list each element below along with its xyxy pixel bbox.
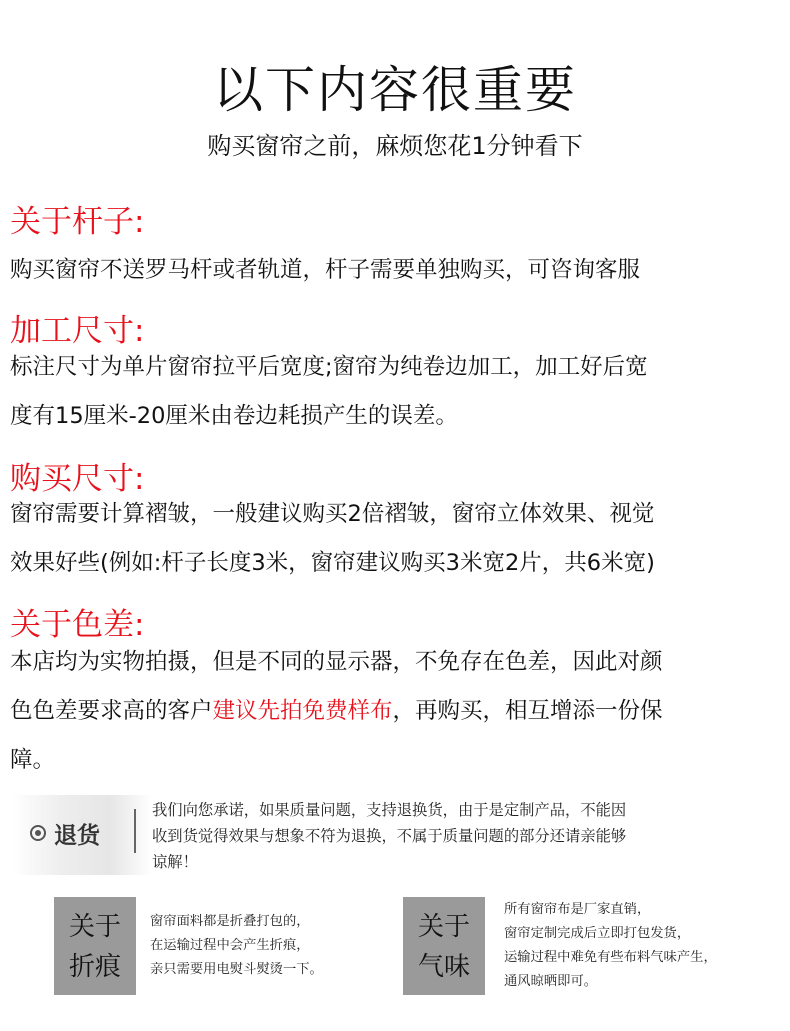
text-segment: ，再购买，相互增添一份保 [392, 698, 663, 724]
text-line: 亲只需要用电熨斗熨烫一下。 [150, 962, 323, 977]
text-line [10, 687, 785, 736]
section-heading-purchase-size: 购买尺寸: [10, 461, 145, 497]
sample-highlight: 建议先拍免费样布 [212, 698, 393, 724]
text-line: 我们向您承诺，如果质量问题，支持退换货，由于是定制产品，不能因 [152, 801, 627, 819]
divider [134, 809, 136, 853]
odor-text [504, 898, 717, 994]
text-line: 障。 [10, 747, 56, 773]
section-text-pole [10, 246, 785, 295]
text-line: 窗帘定制完成后立即打包发货， [504, 926, 691, 941]
text-line: 效果好些(例如:杆子长度3米，窗帘建议购买3米宽2片，共6米宽) [10, 550, 655, 576]
section-heading-processing-size: 加工尺寸: [10, 313, 145, 349]
text-line: 度有15厘米-20厘米由卷边耗损产生的误差。 [10, 403, 458, 429]
text-line: 在运输过程中会产生折痕， [150, 938, 310, 953]
box-label-line: 关于 [68, 912, 121, 942]
text-segment: 色色差要求高的客户 [10, 698, 213, 724]
text-line: 本店均为实物拍摄，但是不同的显示器，不免存在色差，因此对颜 [10, 649, 663, 675]
text-line: 窗帘面料都是折叠打包的， [150, 914, 310, 929]
return-notice [12, 795, 777, 881]
page-subtitle: 购买窗帘之前，麻烦您花1分钟看下 [207, 132, 583, 160]
page-title: 以下内容很重要 [213, 61, 577, 119]
section-text-purchase-size [10, 490, 785, 588]
box-label-line: 关于 [417, 912, 470, 942]
text-line: 标注尺寸为单片窗帘拉平后宽度;窗帘为纯卷边加工，加工好后宽 [10, 354, 648, 380]
box-label-line: 折痕 [68, 952, 121, 982]
odor-label-box [403, 897, 485, 995]
bullet-circle-icon [30, 825, 46, 841]
section-heading-pole: 关于杆子: [10, 204, 145, 240]
box-label-line: 气味 [417, 952, 470, 982]
section-heading-color-difference: 关于色差: [10, 607, 145, 643]
text-line: 运输过程中难免有些布料气味产生， [504, 950, 717, 965]
section-text-processing-size [10, 343, 785, 441]
text-line: 所有窗帘布是厂家直销， [504, 902, 651, 917]
crease-text [150, 910, 323, 982]
return-label: 退货 [54, 823, 100, 849]
text-line: 通风晾晒即可。 [504, 974, 598, 989]
text-line: 谅解！ [152, 853, 198, 871]
return-notice-text [152, 797, 777, 875]
text-line: 收到货觉得效果与想象不符为退换，不属于质量问题的部分还请亲能够 [152, 827, 627, 845]
crease-label-box [54, 897, 136, 995]
text-line: 购买窗帘不送罗马杆或者轨道，杆子需要单独购买，可咨询客服 [10, 257, 641, 283]
section-text-color-difference [10, 638, 785, 785]
text-line: 窗帘需要计算褶皱，一般建议购买2倍褶皱，窗帘立体效果、视觉 [10, 501, 655, 527]
